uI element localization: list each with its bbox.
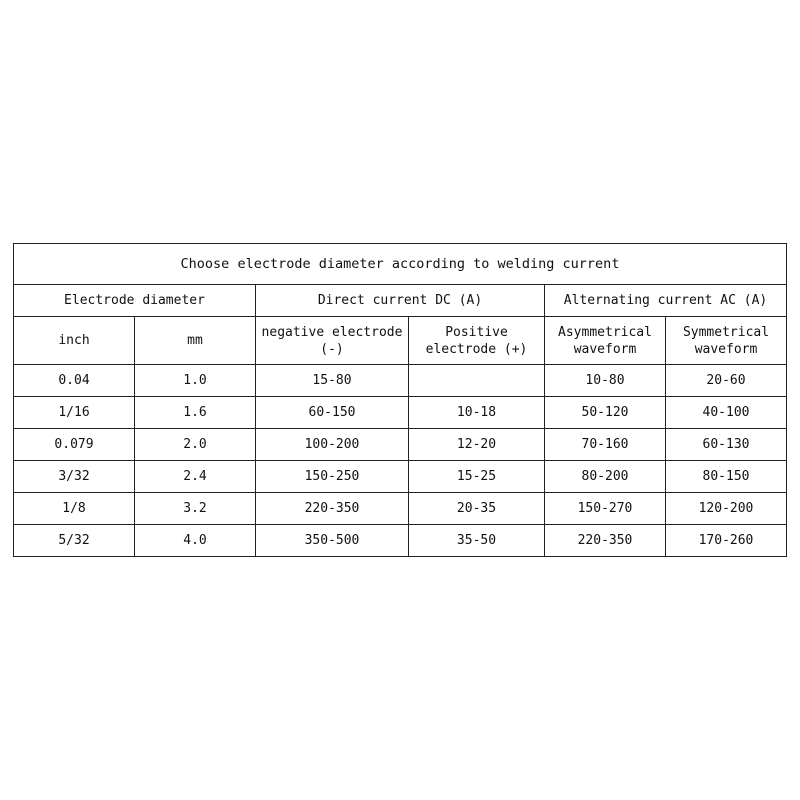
table-title: Choose electrode diameter according to welding current bbox=[14, 244, 787, 285]
ac-asymmetrical-cell: 150-270 bbox=[545, 493, 666, 525]
title-row bbox=[14, 244, 787, 285]
table-row bbox=[14, 493, 787, 525]
asymmetrical-waveform-column-header: Asymmetrical waveform bbox=[545, 317, 666, 365]
dc-negative-cell: 150-250 bbox=[256, 461, 409, 493]
dc-positive-cell: 20-35 bbox=[409, 493, 545, 525]
dc-positive-cell: 35-50 bbox=[409, 525, 545, 557]
table-row bbox=[14, 397, 787, 429]
mm-column-header: mm bbox=[135, 317, 256, 365]
ac-symmetrical-cell: 80-150 bbox=[666, 461, 787, 493]
dc-negative-cell: 100-200 bbox=[256, 429, 409, 461]
mm-cell: 3.2 bbox=[135, 493, 256, 525]
ac-asymmetrical-cell: 220-350 bbox=[545, 525, 666, 557]
mm-cell: 1.0 bbox=[135, 365, 256, 397]
group-header-row bbox=[14, 285, 787, 317]
ac-asymmetrical-cell: 70-160 bbox=[545, 429, 666, 461]
dc-positive-cell: 15-25 bbox=[409, 461, 545, 493]
ac-symmetrical-cell: 20-60 bbox=[666, 365, 787, 397]
direct-current-header: Direct current DC (A) bbox=[256, 285, 545, 317]
inch-cell: 0.079 bbox=[14, 429, 135, 461]
ac-asymmetrical-cell: 10-80 bbox=[545, 365, 666, 397]
negative-electrode-column-header: negative electrode (-) bbox=[256, 317, 409, 365]
table-row bbox=[14, 461, 787, 493]
dc-positive-cell: 12-20 bbox=[409, 429, 545, 461]
alternating-current-header: Alternating current AC (A) bbox=[545, 285, 787, 317]
mm-cell: 2.0 bbox=[135, 429, 256, 461]
inch-cell: 0.04 bbox=[14, 365, 135, 397]
ac-asymmetrical-cell: 80-200 bbox=[545, 461, 666, 493]
column-header-row bbox=[14, 317, 787, 365]
electrode-current-table bbox=[13, 243, 787, 557]
mm-cell: 1.6 bbox=[135, 397, 256, 429]
mm-cell: 4.0 bbox=[135, 525, 256, 557]
dc-positive-cell: 10-18 bbox=[409, 397, 545, 429]
positive-electrode-column-header: Positive electrode (+) bbox=[409, 317, 545, 365]
ac-asymmetrical-cell: 50-120 bbox=[545, 397, 666, 429]
inch-cell: 1/16 bbox=[14, 397, 135, 429]
inch-cell: 5/32 bbox=[14, 525, 135, 557]
table-row bbox=[14, 429, 787, 461]
ac-symmetrical-cell: 120-200 bbox=[666, 493, 787, 525]
table-row bbox=[14, 525, 787, 557]
dc-negative-cell: 220-350 bbox=[256, 493, 409, 525]
dc-positive-cell bbox=[409, 365, 545, 397]
table-row bbox=[14, 365, 787, 397]
ac-symmetrical-cell: 170-260 bbox=[666, 525, 787, 557]
mm-cell: 2.4 bbox=[135, 461, 256, 493]
electrode-diameter-header: Electrode diameter bbox=[14, 285, 256, 317]
dc-negative-cell: 350-500 bbox=[256, 525, 409, 557]
dc-negative-cell: 60-150 bbox=[256, 397, 409, 429]
ac-symmetrical-cell: 40-100 bbox=[666, 397, 787, 429]
ac-symmetrical-cell: 60-130 bbox=[666, 429, 787, 461]
inch-cell: 3/32 bbox=[14, 461, 135, 493]
inch-cell: 1/8 bbox=[14, 493, 135, 525]
inch-column-header: inch bbox=[14, 317, 135, 365]
symmetrical-waveform-column-header: Symmetrical waveform bbox=[666, 317, 787, 365]
dc-negative-cell: 15-80 bbox=[256, 365, 409, 397]
